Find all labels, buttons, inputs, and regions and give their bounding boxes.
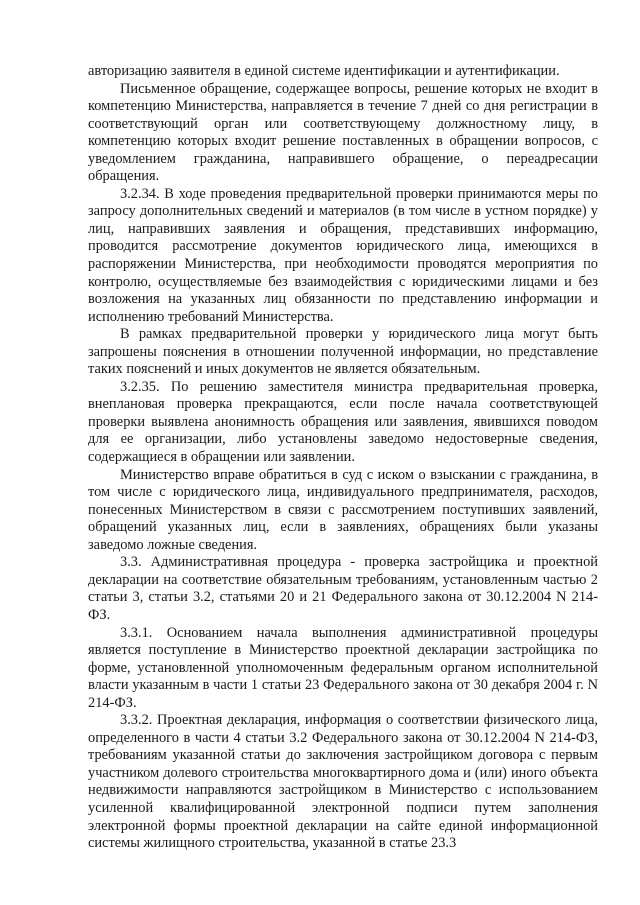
paragraph-authorization: авторизацию заявителя в единой системе идентификации и аутентификации.	[88, 63, 560, 79]
paragraph-3-2-34: 3.2.34. В ходе проведения предварительной проверки принимаются меры по запросу дополнительных сведений и материалов (в том числе в устном порядке) у лиц, направивших заявления и обращения, представивших информацию, проводится рассмотрение документов юридического лица, имеющихся в распоряжении Министерства, при необходимости проводятся мероприятия по контролю, осуществляемые без взаимодействия с юридическими лицами и без возложения на указанных лиц обязанности по представлению информации и исполнению требований Министерства.	[88, 185, 598, 325]
paragraph-3-3: 3.3. Административная процедура - проверка застройщика и проектной декларации на соответствие обязательным требованиям, установленным частью 2 статьи 3, статьи 3.2, статьями 20 и 21 Федерального закона от 30.12.2004 N 214-ФЗ.	[88, 554, 598, 623]
document-page	[88, 63, 598, 853]
paragraph-3-3-1: 3.3.1. Основанием начала выполнения административной процедуры является поступление в Министерство проектной декларации застройщика по форме, установленной уполномоченным федеральным органом исполнительной власти указанным в части 1 статьи 23 Федерального закона от 30 декабря 2004 г. N 214-ФЗ.	[88, 624, 598, 711]
paragraph-ministry-lawsuit: Министерство вправе обратиться в суд с иском о взыскании с гражданина, в том числе с юридического лица, индивидуального предпринимателя, расходов, понесенных Министерством в связи с рассмотрением поступивших заявлений, обращений указанных лиц, если в заявлениях, обращениях были указаны заведомо ложные сведения.	[88, 466, 598, 553]
paragraph-preliminary-check: В рамках предварительной проверки у юридического лица могут быть запрошены пояснения в отношении полученной информации, но представление таких пояснений и иных документов не является обязательным.	[88, 326, 598, 378]
paragraph-written-appeal: Письменное обращение, содержащее вопросы, решение которых не входит в компетенцию Министерства, направляется в течение 7 дней со дня регистрации в соответствующий орган или соответствующему должностному лицу, в компетенцию которых входит решение поставленных в обращении вопросов, с уведомлением гражданина, направившего обращение, о переадресации обращения.	[88, 80, 598, 185]
paragraph-3-2-35: 3.2.35. По решению заместителя министра предварительная проверка, внеплановая проверка прекращаются, если после начала соответствующей проверки выявлена анонимность обращения или заявления, явившихся поводом для ее организации, либо установлены заведомо недостоверные сведения, содержащиеся в обращении или заявлении.	[88, 378, 598, 466]
paragraph-3-3-2: 3.3.2. Проектная декларация, информация о соответствии физического лица, определенного в части 4 статьи 3.2 Федерального закона от 30.12.2004 N 214-ФЗ, требованиям указанной статьи до заключения застройщиком договора с первым участником долевого строительства многоквартирного дома и (или) иного объекта недвижимости направляются застройщиком в Министерство с использованием усиленной квалифицированной электронной подписи путем заполнения электронной формы проектной декларации на сайте единой информационной системы жилищного строительства, указанной в статье 23.3	[88, 712, 598, 852]
